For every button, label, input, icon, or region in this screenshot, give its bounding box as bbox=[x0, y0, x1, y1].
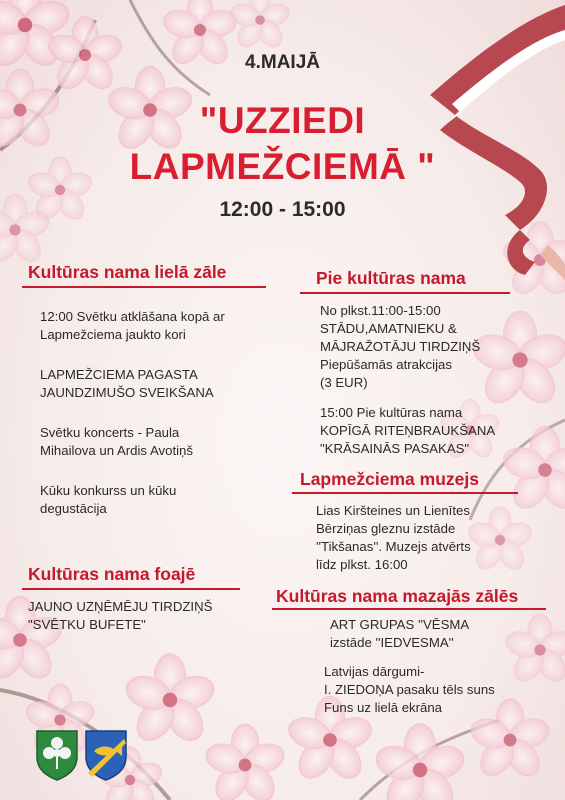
program-item: Svētku koncerts - Paula Mihailova un Ardis Avotiņš bbox=[40, 425, 193, 458]
section-heading-museum: Lapmežciema muzejs bbox=[300, 469, 479, 489]
program-item: 12:00 Svētku atklāšana kopā ar Lapmežciema jaukto kori bbox=[40, 309, 225, 342]
section-underline bbox=[272, 608, 546, 610]
section-underline bbox=[22, 286, 266, 288]
section-heading-foyer: Kultūras nama foajē bbox=[28, 564, 196, 584]
program-item: Kūku konkurss un kūku degustācija bbox=[40, 483, 177, 516]
section-underline bbox=[22, 588, 240, 590]
clover-coat-of-arms-icon bbox=[35, 729, 79, 781]
section-underline bbox=[300, 292, 510, 294]
fish-coat-of-arms-icon bbox=[84, 729, 128, 781]
program-item: JAUNO UZŅĒMĒJU TIRDZIŅŠ "SVĒTKU BUFETE" bbox=[28, 599, 213, 632]
event-title-line2: LAPMEŽCIEMĀ " bbox=[129, 146, 436, 187]
program-item: 15:00 Pie kultūras nama KOPĪGĀ RITEŅBRAUKŠANA "KRĀSAINĀS PASAKAS" bbox=[320, 405, 496, 456]
event-date: 4.MAIJĀ bbox=[245, 52, 320, 73]
event-time: 12:00 - 15:00 bbox=[219, 198, 346, 221]
section-heading-big-hall: Kultūras nama lielā zāle bbox=[28, 262, 227, 282]
event-title-line1: "UZZIEDI bbox=[199, 100, 366, 141]
program-item: No plkst.11:00-15:00 STĀDU,AMATNIEKU & MĀJRAŽOTĀJU TIRDZIŅŠ Piepūšamās atrakcijas (3 EUR) bbox=[320, 303, 481, 390]
big-hall-list bbox=[40, 308, 225, 518]
program-item: Lias Kiršteines un Lienītes Bērziņas gleznu izstāde ''Tikšanas''. Muzejs atvērts līdz plkst. 16:00 bbox=[316, 503, 471, 572]
program-item: LAPMEŽCIEMA PAGASTA JAUNDZIMUŠO SVEIKŠANA bbox=[40, 367, 214, 400]
program-item: ART GRUPAS ''VĒSMA izstāde ''IEDVESMA'' bbox=[330, 617, 470, 650]
section-underline bbox=[292, 492, 518, 494]
section-heading-small-hall: Kultūras nama mazajās zālēs bbox=[276, 586, 519, 606]
program-item: Latvijas dārgumi- I. ZIEDOŅA pasaku tēls suns Funs uz lielā ekrāna bbox=[324, 664, 495, 715]
section-heading-outside: Pie kultūras nama bbox=[316, 268, 466, 288]
